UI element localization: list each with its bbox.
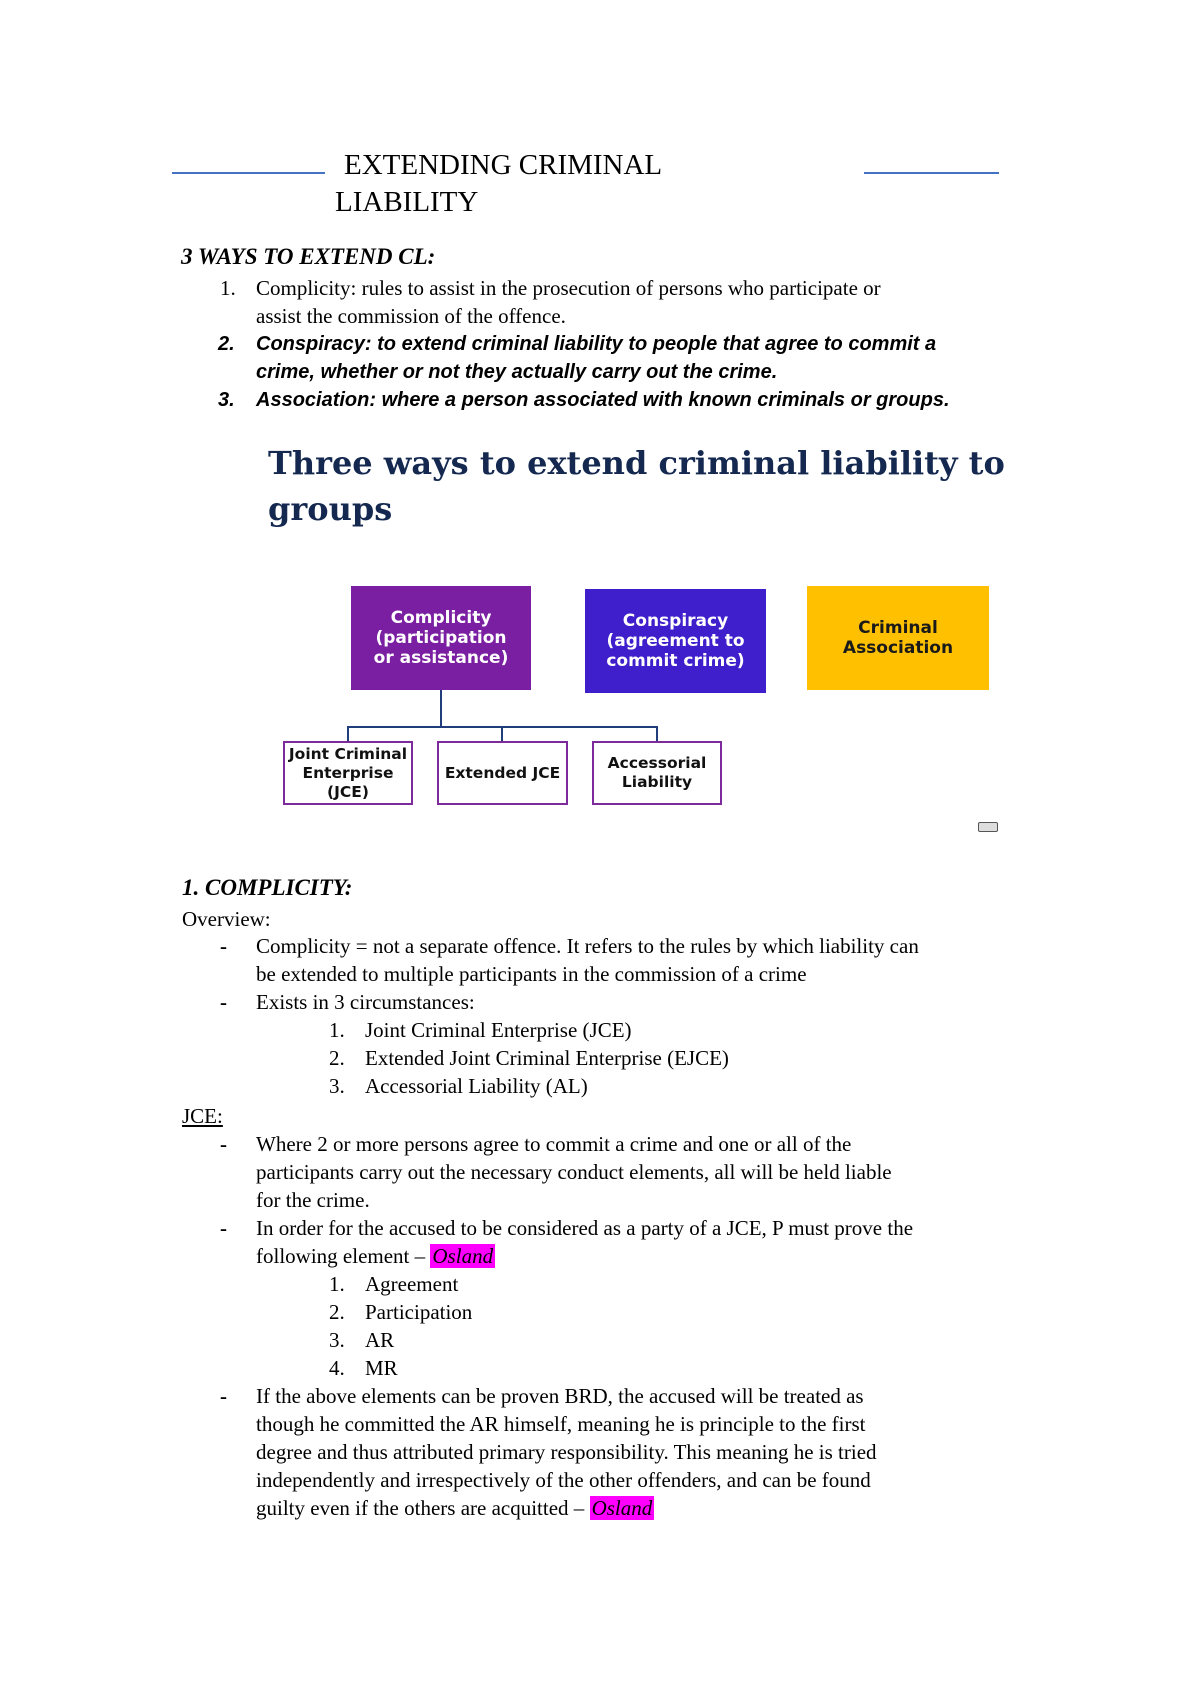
connector-drop-ejce: [501, 726, 503, 742]
bullet-text-line: though he committed the AR himself, meaning he is principle to the first: [256, 1412, 866, 1436]
bullet-text-line: for the crime.: [256, 1188, 370, 1212]
way-text-line: crime, whether or not they actually carry out the crime.: [256, 361, 778, 383]
way-text: [256, 330, 936, 386]
extended-jce-box: Extended JCE: [437, 741, 568, 805]
way-item-3: [0, 386, 1200, 414]
element-text: MR: [365, 1356, 398, 1380]
element-number: 3.: [329, 1328, 345, 1352]
overview-label: Overview:: [182, 907, 271, 931]
element-text: Participation: [365, 1300, 473, 1324]
bullet-text-line: [256, 1242, 913, 1270]
bullet-dash: -: [220, 1384, 227, 1408]
way-text-line: Conspiracy: to extend criminal liability to people that agree to commit a: [256, 333, 937, 355]
title-rule-left: [172, 172, 325, 174]
bullet-text: [256, 932, 919, 988]
bullet-text-line: In order for the accused to be considered as a party of a JCE, P must prove the: [256, 1216, 914, 1240]
way-item-2: [0, 330, 1200, 386]
bullet-text-line: degree and thus attributed primary responsibility. This meaning he is tried: [256, 1440, 877, 1464]
bullet-dash: -: [220, 990, 227, 1014]
ways-list: [0, 274, 1200, 414]
jce-box: Joint Criminal Enterprise (JCE): [283, 741, 413, 805]
circumstance-text: Accessorial Liability (AL): [365, 1074, 588, 1098]
connector-drop-accessorial: [656, 726, 658, 742]
element-text: AR: [365, 1328, 395, 1352]
element-number: 4.: [329, 1356, 345, 1380]
bullet-text-line: Complicity = not a separate offence. It refers to the rules by which liability can: [256, 934, 919, 958]
way-number: 3.: [218, 389, 235, 411]
bullet-item: [0, 1130, 1200, 1214]
title-rule-right: [864, 172, 999, 174]
element-number: 1.: [329, 1272, 345, 1296]
bullet-text-line: Where 2 or more persons agree to commit a crime and one or all of the: [256, 1132, 852, 1156]
jce-label: JCE:: [182, 1104, 223, 1128]
conspiracy-box: Conspiracy (agreement to commit crime): [585, 589, 766, 693]
accessorial-liability-box: Accessorial Liability: [592, 741, 722, 805]
jce-bullets: [0, 1130, 1200, 1522]
bullet-item: [0, 1382, 1200, 1522]
bullet-item: [0, 932, 1200, 988]
bullet-dash: -: [220, 1216, 227, 1240]
circumstance-item: [0, 1016, 1200, 1044]
bullet-text: [256, 1214, 913, 1270]
case-highlight: Osland: [591, 1496, 653, 1520]
diagram-title: [268, 440, 1005, 532]
bullet-text: Exists in 3 circumstances:: [256, 990, 475, 1014]
way-item-1: [0, 274, 1200, 330]
element-item: [0, 1298, 1200, 1326]
connector-vertical-main: [440, 690, 442, 726]
diagram-title-line: Three ways to extend criminal liability to: [268, 444, 1005, 482]
complicity-box: Complicity (participation or assistance): [351, 586, 531, 690]
circumstance-number: 2.: [329, 1046, 345, 1070]
way-number: 1.: [220, 276, 236, 300]
slide-number-icon: [978, 822, 998, 832]
way-text: Association: where a person associated with known criminals or groups.: [256, 389, 950, 411]
way-text-line: Complicity: rules to assist in the prosecution of persons who participate or: [256, 276, 881, 300]
bullet-text-line: If the above elements can be proven BRD, the accused will be treated as: [256, 1384, 864, 1408]
ways-heading: 3 WAYS TO EXTEND CL:: [181, 244, 436, 269]
bullet-text: [256, 1382, 877, 1522]
bullet-text: [256, 1130, 892, 1214]
circumstance-number: 3.: [329, 1074, 345, 1098]
bullet-text-line: independently and irrespectively of the other offenders, and can be found: [256, 1468, 871, 1492]
page-title-line-2: LIABILITY: [335, 186, 479, 218]
element-item: [0, 1326, 1200, 1354]
way-text-line: assist the commission of the offence.: [256, 304, 566, 328]
bullet-item: [0, 1214, 1200, 1270]
bullet-text-line: be extended to multiple participants in the commission of a crime: [256, 962, 807, 986]
bullet-item: [0, 988, 1200, 1016]
diagram-title-line: groups: [268, 490, 393, 528]
bullet-dash: -: [220, 1132, 227, 1156]
element-number: 2.: [329, 1300, 345, 1324]
element-item: [0, 1354, 1200, 1382]
element-text: Agreement: [365, 1272, 459, 1296]
complicity-heading: 1. COMPLICITY:: [182, 875, 353, 900]
bullet-text-line: participants carry out the necessary conduct elements, all will be held liable: [256, 1160, 892, 1184]
connector-drop-jce: [347, 726, 349, 742]
way-text: [256, 274, 881, 330]
element-item: [0, 1270, 1200, 1298]
bullet-text-fragment: following element –: [256, 1244, 431, 1268]
way-number: 2.: [218, 333, 235, 355]
case-highlight: Osland: [432, 1244, 494, 1268]
bullet-text-fragment: guilty even if the others are acquitted –: [256, 1496, 590, 1520]
complicity-bullets: [0, 932, 1200, 1100]
bullet-dash: -: [220, 934, 227, 958]
circumstance-number: 1.: [329, 1018, 345, 1042]
circumstance-text: Joint Criminal Enterprise (JCE): [365, 1018, 632, 1042]
circumstance-item: [0, 1044, 1200, 1072]
circumstance-text: Extended Joint Criminal Enterprise (EJCE): [365, 1046, 729, 1070]
criminal-association-box: Criminal Association: [807, 586, 989, 690]
circumstance-item: [0, 1072, 1200, 1100]
bullet-text-line: [256, 1494, 877, 1522]
page-title-line-1: EXTENDING CRIMINAL: [344, 149, 663, 181]
